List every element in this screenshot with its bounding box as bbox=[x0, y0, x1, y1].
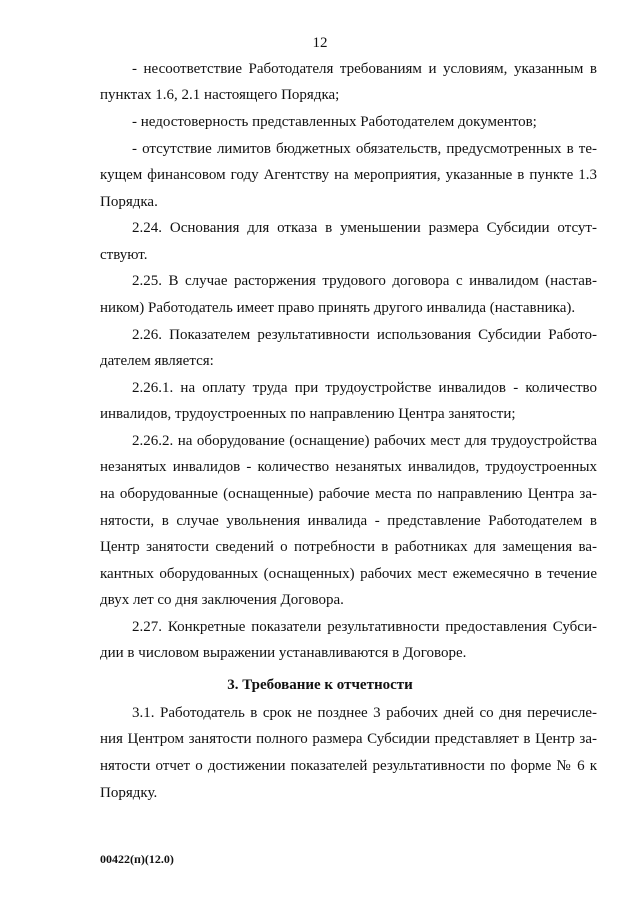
text-line: ния Центром занятости полного размера Субсидии представляет в Центр за- bbox=[100, 731, 597, 747]
text-line: инвалидов, трудоустроенных по направлению Центра занятости; bbox=[100, 406, 516, 422]
text-line: Порядка. bbox=[100, 194, 158, 210]
document-code: 00422(п)(12.0) bbox=[100, 852, 174, 866]
text-line: ником) Работодатель имеет право принять другого инвалида (наставника). bbox=[100, 300, 576, 316]
section-heading: 3. Требование к отчетности bbox=[227, 677, 413, 693]
text-line: 2.26. Показателем результативности использования Субсидии Работо- bbox=[132, 327, 597, 343]
text-line: двух лет со дня заключения Договора. bbox=[100, 592, 344, 608]
page-number: 12 bbox=[312, 35, 328, 51]
text-line: кущем финансовом году Агентству на мероприятия, указанные в пункте 1.3 bbox=[100, 167, 597, 183]
text-line: 2.26.1. на оплату труда при трудоустройстве инвалидов - количество bbox=[132, 380, 597, 396]
text-line: дии в числовом выражении устанавливаются в Договоре. bbox=[100, 645, 467, 661]
text-line: Центр занятости сведений о потребности в работниках для замещения ва- bbox=[100, 539, 597, 555]
text-line: дателем является: bbox=[100, 353, 214, 369]
text-line: - недостоверность представленных Работодателем документов; bbox=[132, 114, 537, 130]
text-line: незанятых инвалидов - количество незанятых инвалидов, трудоустроенных bbox=[100, 459, 597, 475]
text-line: нятости, в случае увольнения инвалида - представление Работодателем в bbox=[100, 513, 597, 529]
text-line: 2.24. Основания для отказа в уменьшении размера Субсидии отсут- bbox=[132, 220, 597, 236]
text-line: на оборудованные (оснащенные) рабочие места по направлению Центра за- bbox=[100, 486, 597, 502]
text-line: 2.26.2. на оборудование (оснащение) рабочих мест для трудоустройства bbox=[132, 433, 597, 449]
text-line: - несоответствие Работодателя требованиям и условиям, указанным в bbox=[132, 61, 597, 77]
text-line: - отсутствие лимитов бюджетных обязательств, предусмотренных в те- bbox=[132, 141, 597, 157]
text-line: пунктах 1.6, 2.1 настоящего Порядка; bbox=[100, 87, 340, 103]
text-line: ствуют. bbox=[100, 247, 148, 263]
text-line: нятости отчет о достижении показателей результативности по форме № 6 к bbox=[100, 758, 597, 774]
text-line: 3.1. Работодатель в срок не позднее 3 рабочих дней со дня перечисле- bbox=[132, 705, 597, 721]
text-line: 2.25. В случае расторжения трудового договора с инвалидом (настав- bbox=[132, 273, 597, 289]
text-line: Порядку. bbox=[100, 785, 158, 801]
text-line: кантных оборудованных (оснащенных) рабочих мест ежемесячно в течение bbox=[100, 566, 597, 582]
text-line: 2.27. Конкретные показатели результативности предоставления Субси- bbox=[132, 619, 597, 635]
